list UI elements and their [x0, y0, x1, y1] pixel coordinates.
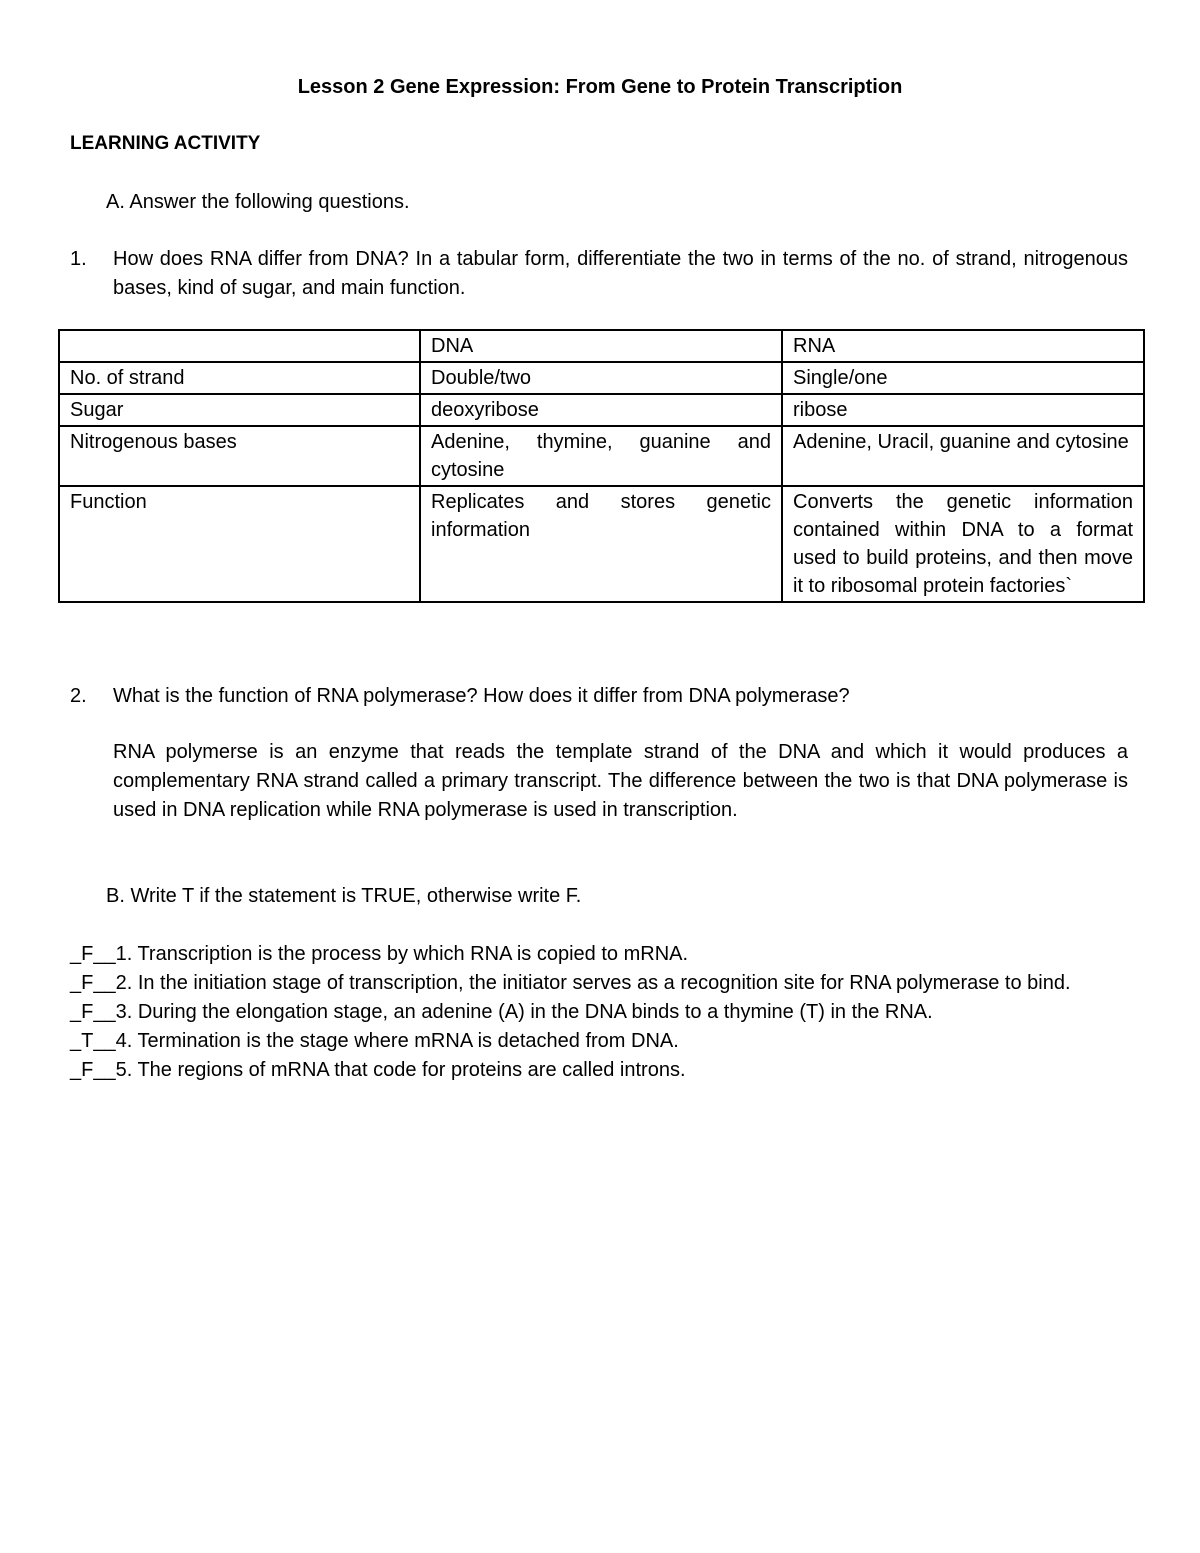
table-cell: Function: [59, 486, 420, 602]
table-cell: Converts the genetic information contained within DNA to a format used to build proteins, and then move it to ribosomal protein factories`: [782, 486, 1144, 602]
question-2-answer: RNA polymerse is an enzyme that reads the template strand of the DNA and which it would produces a complementary RNA strand called a primary transcript. The difference between the two is that DNA polymerase is used in DNA replication while RNA polymerase is used in transcription.: [113, 741, 1128, 821]
section-b-instruction: B. Write T if the statement is TRUE, otherwise write F.: [106, 885, 582, 907]
table-row: [59, 486, 1144, 602]
list-item: _F__2. In the initiation stage of transcription, the initiator serves as a recognition site for RNA polymerase to bind.: [70, 972, 1071, 994]
table-row: [59, 426, 1144, 486]
table-cell: deoxyribose: [420, 394, 782, 426]
table-cell: ribose: [782, 394, 1144, 426]
question-2: [70, 683, 1128, 709]
table-header-cell: [59, 330, 420, 362]
document-title: Lesson 2 Gene Expression: From Gene to Protein Transcription: [297, 76, 903, 98]
table-cell: Single/one: [782, 362, 1144, 394]
list-item: _T__4. Termination is the stage where mRNA is detached from DNA.: [70, 1030, 679, 1052]
table-row: [59, 362, 1144, 394]
table-cell: Sugar: [59, 394, 420, 426]
question-2-text: What is the function of RNA polymerase? How does it differ from DNA polymerase?: [113, 685, 850, 707]
learning-activity-heading: LEARNING ACTIVITY: [70, 133, 261, 154]
table-cell: No. of strand: [59, 362, 420, 394]
question-1-number: 1.: [70, 248, 87, 270]
table-header-cell: RNA: [782, 330, 1144, 362]
question-1: [70, 245, 1128, 303]
table-cell: Replicates and stores genetic information: [420, 486, 782, 602]
table-cell: Adenine, thymine, guanine and cytosine: [420, 426, 782, 486]
table-row: [59, 394, 1144, 426]
table-header-row: [59, 330, 1144, 362]
question-1-text: How does RNA differ from DNA? In a tabular form, differentiate the two in terms of the no. of strand, nitrogenous bases, kind of sugar, and main function.: [113, 248, 1128, 299]
table-header-cell: DNA: [420, 330, 782, 362]
section-a-instruction: A. Answer the following questions.: [106, 191, 410, 213]
dna-rna-comparison-table: [58, 329, 1145, 603]
table-cell: Nitrogenous bases: [59, 426, 420, 486]
list-item: _F__5. The regions of mRNA that code for proteins are called introns.: [70, 1059, 686, 1081]
list-item: _F__3. During the elongation stage, an adenine (A) in the DNA binds to a thymine (T) in the RNA.: [70, 1001, 933, 1023]
list-item: _F__1. Transcription is the process by which RNA is copied to mRNA.: [70, 943, 689, 965]
question-2-number: 2.: [70, 685, 87, 707]
table-cell: Double/two: [420, 362, 782, 394]
table-cell: Adenine, Uracil, guanine and cytosine: [782, 426, 1144, 486]
true-false-list: [70, 940, 1128, 1085]
